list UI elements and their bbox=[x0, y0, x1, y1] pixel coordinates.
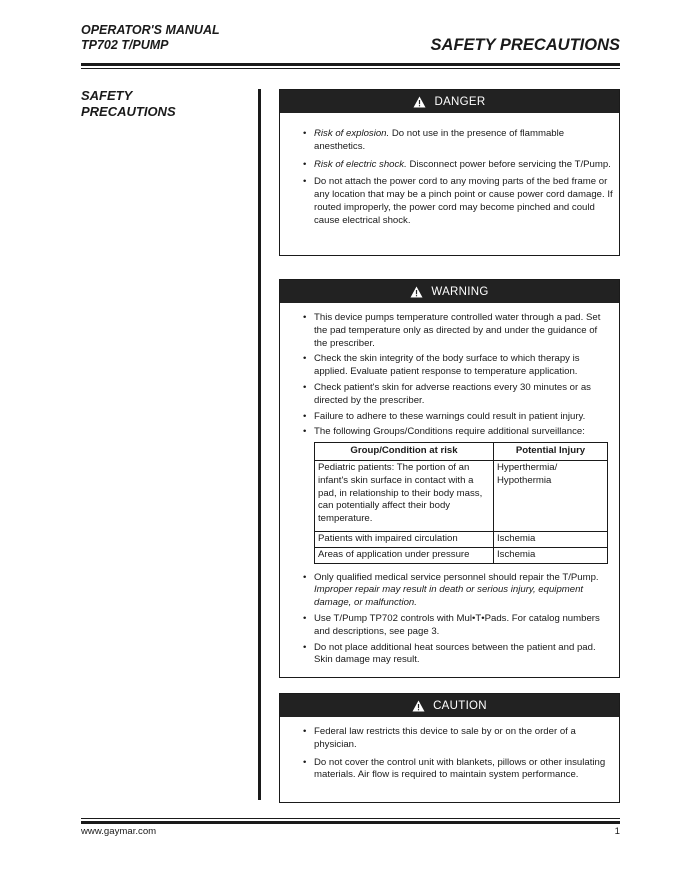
warning-header bbox=[280, 280, 619, 303]
danger-item-emphasis: Risk of electric shock. bbox=[314, 158, 407, 170]
header-rule-thick bbox=[81, 63, 620, 66]
warning-item-emphasis: Improper repair may result in death or serious injury, equipment damage, or malfunction. bbox=[314, 584, 584, 609]
danger-item-text: Disconnect power before servicing the T/Pump. bbox=[406, 158, 611, 170]
warning-triangle-icon bbox=[413, 96, 426, 108]
warning-item: • This device pumps temperature controlled water through a pad. Set the pad temperature only as directed by and under the guidance of the prescriber. bbox=[303, 312, 613, 350]
table-cell: Ischemia bbox=[494, 547, 608, 563]
danger-box bbox=[279, 89, 620, 256]
table-cell: Pediatric patients: The portion of an infant's skin surface in contact with a pad, in relationship to their body mass, can potentially affect their body temperature. bbox=[315, 460, 494, 531]
caution-header bbox=[280, 694, 619, 717]
table-cell: Hyperthermia/ Hypothermia bbox=[494, 460, 608, 531]
caution-body bbox=[280, 717, 619, 782]
danger-item-power-cord bbox=[303, 176, 613, 227]
table-cell: Areas of application under pressure bbox=[315, 547, 494, 563]
warning-triangle-icon bbox=[410, 286, 423, 298]
warning-item-heat-sources bbox=[303, 642, 613, 668]
sidebar-title-line1: SAFETY bbox=[81, 88, 133, 103]
table-cell: Ischemia bbox=[494, 531, 608, 547]
header-rule-thin bbox=[81, 68, 620, 69]
warning-item-text: Do not place additional heat sources between the patient and pad. Skin damage may result. bbox=[314, 641, 596, 666]
warning-item-text: Use T/Pump TP702 controls with Mul•T•Pads. For catalog numbers and descriptions, see page 3. bbox=[314, 612, 600, 637]
caution-item: • Do not cover the control unit with blankets, pillows or other insulating materials. Air flow is required to maintain system performance. bbox=[303, 757, 613, 783]
danger-body bbox=[280, 113, 619, 228]
table-header-group: Group/Condition at risk bbox=[315, 443, 494, 461]
manual-title-line1: OPERATOR'S MANUAL bbox=[81, 23, 220, 37]
table-row bbox=[315, 531, 608, 547]
table-cell: Patients with impaired circulation bbox=[315, 531, 494, 547]
manual-title bbox=[81, 23, 220, 53]
danger-item-explosion bbox=[303, 128, 613, 154]
danger-label: DANGER bbox=[434, 95, 486, 108]
manual-title-line2: TP702 T/PUMP bbox=[81, 38, 169, 52]
content-side-bar bbox=[258, 89, 261, 800]
warning-box bbox=[279, 279, 620, 678]
sidebar-section-title bbox=[81, 88, 176, 120]
surveillance-table bbox=[314, 442, 608, 563]
danger-item-emphasis: Risk of explosion. bbox=[314, 128, 390, 139]
caution-box bbox=[279, 693, 620, 803]
warning-item: • The following Groups/Conditions require additional surveillance: bbox=[303, 426, 613, 439]
warning-triangle-icon bbox=[412, 700, 425, 712]
danger-item-text: Do not use in the presence of flammable anesthetics. bbox=[314, 128, 565, 152]
sidebar-title-line2: PRECAUTIONS bbox=[81, 104, 176, 119]
caution-item: • Federal law restricts this device to sale by or on the order of a physician. bbox=[303, 726, 613, 752]
danger-item-text: Do not attach the power cord to any moving parts of the bed frame or any location that may be a pinch point or cause power cord damage. If routed improperly, the power cord may become pinched and could cause electrical shock. bbox=[314, 176, 613, 226]
footer-website: www.gaymar.com bbox=[81, 826, 157, 837]
page-section-title: SAFETY PRECAUTIONS bbox=[430, 36, 620, 54]
footer-rule-thin bbox=[81, 818, 620, 819]
danger-header bbox=[280, 90, 619, 113]
table-header-row bbox=[315, 443, 608, 461]
caution-label: CAUTION bbox=[433, 699, 487, 712]
warning-item: • Check patient's skin for adverse reactions every 30 minutes or as directed by the prescriber. bbox=[303, 382, 613, 408]
warning-item: • Failure to adhere to these warnings could result in patient injury. bbox=[303, 411, 613, 424]
page-number: 1 bbox=[614, 826, 620, 837]
warning-item-text: Only qualified medical service personnel should repair the T/Pump. bbox=[314, 571, 599, 583]
warning-body bbox=[280, 303, 619, 667]
danger-item-shock bbox=[303, 159, 613, 172]
warning-item-controls bbox=[303, 613, 613, 639]
warning-item: • Check the skin integrity of the body surface to which therapy is applied. Evaluate patient response to temperature application. bbox=[303, 353, 613, 379]
warning-label: WARNING bbox=[431, 285, 489, 298]
table-row bbox=[315, 460, 608, 531]
table-header-injury: Potential Injury bbox=[494, 443, 608, 461]
footer-rule-thick bbox=[81, 821, 620, 824]
warning-item-repair bbox=[303, 572, 613, 610]
table-row bbox=[315, 547, 608, 563]
